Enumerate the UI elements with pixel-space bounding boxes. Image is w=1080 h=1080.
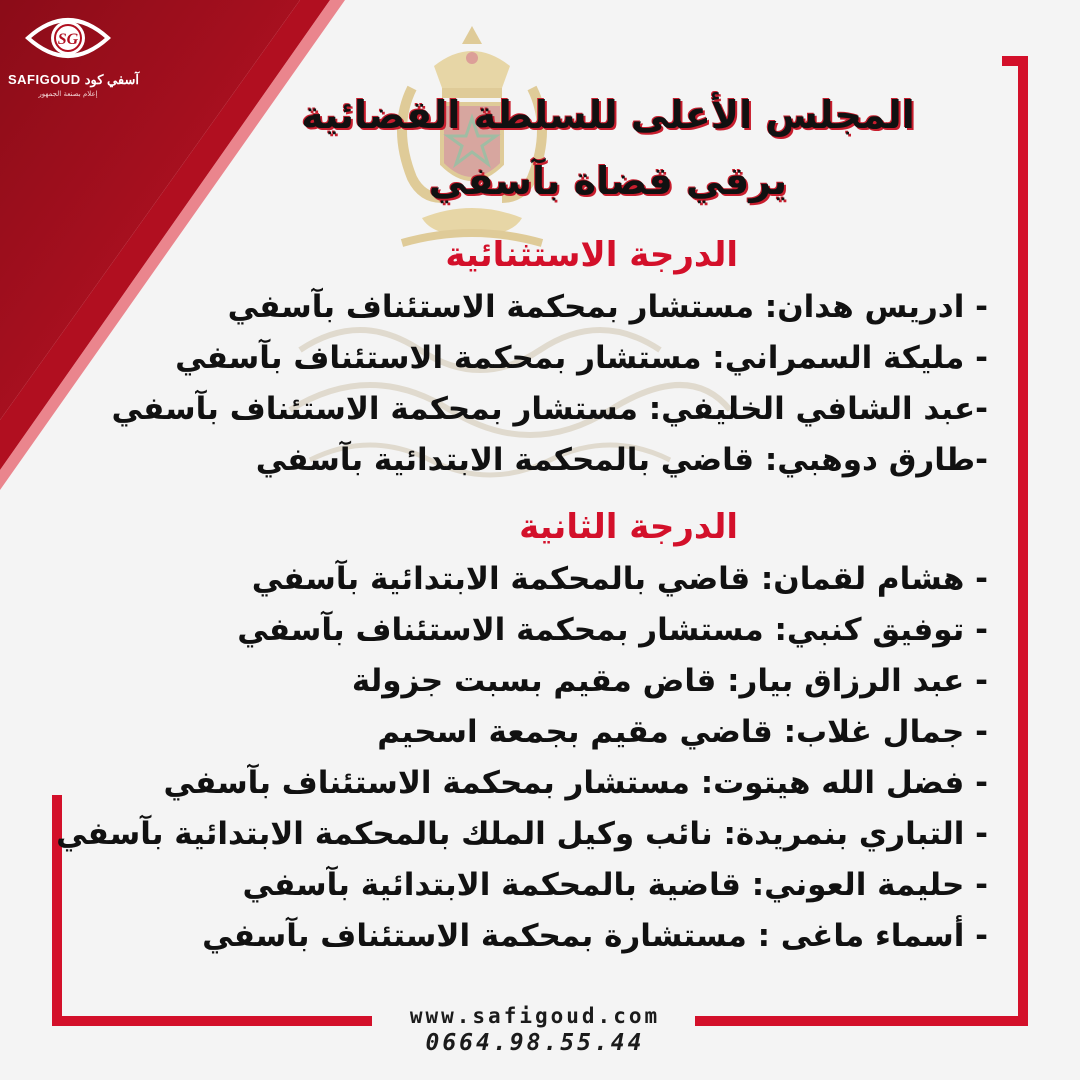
section-heading-exceptional-grade: الدرجة الاستثنائية	[445, 235, 738, 275]
title-line-2: يرقي قضاة بآسفي	[428, 159, 788, 203]
list-item: -عبد الشافي الخليفي: مستشار بمحكمة الاستئناف بآسفي	[111, 391, 988, 427]
footer-contact	[380, 1004, 690, 1056]
website-url[interactable]: www.safigoud.com	[409, 1004, 661, 1028]
frame-bottom-left-border	[52, 1016, 372, 1026]
list-item: - جمال غلاب: قاضي مقيم بجمعة اسحيم	[377, 714, 988, 750]
list-item: - هشام لقمان: قاضي بالمحكمة الابتدائية بآسفي	[251, 561, 988, 597]
frame-bottom-right-border	[695, 1016, 1028, 1026]
list-item: - مليكة السمراني: مستشار بمحكمة الاستئناف بآسفي	[175, 340, 988, 376]
list-item: - عبد الرزاق بيار: قاض مقيم بسبت جزولة	[351, 663, 988, 699]
logo-tagline: إعلام بصنعة الجمهور	[38, 90, 98, 98]
eye-logo-icon	[24, 8, 112, 68]
phone-number[interactable]: 0664.98.55.44	[425, 1030, 645, 1056]
title-line-1: المجلس الأعلى للسلطة القضائية	[301, 93, 915, 137]
list-item: - توفيق كنبي: مستشار بمحكمة الاستئناف بآسفي	[237, 612, 988, 648]
list-item: - التباري بنمريدة: نائب وكيل الملك بالمحكمة الابتدائية بآسفي	[56, 816, 988, 852]
logo-initials: SG	[57, 31, 79, 48]
frame-right-border	[1018, 56, 1028, 1026]
list-item: - أسماء ماغى : مستشارة بمحكمة الاستئناف بآسفي	[202, 918, 988, 954]
list-item: -طارق دوهبي: قاضي بالمحكمة الابتدائية بآسفي	[255, 442, 988, 478]
section-heading-second-grade: الدرجة الثانية	[519, 507, 738, 547]
list-item: - ادريس هدان: مستشار بمحكمة الاستئناف بآسفي	[227, 289, 988, 325]
logo-name: SAFIGOUD آسفي كود	[8, 72, 139, 87]
list-item: - حليمة العوني: قاضية بالمحكمة الابتدائية بآسفي	[242, 867, 988, 903]
list-item: - فضل الله هيتوت: مستشار بمحكمة الاستئناف بآسفي	[163, 765, 988, 801]
